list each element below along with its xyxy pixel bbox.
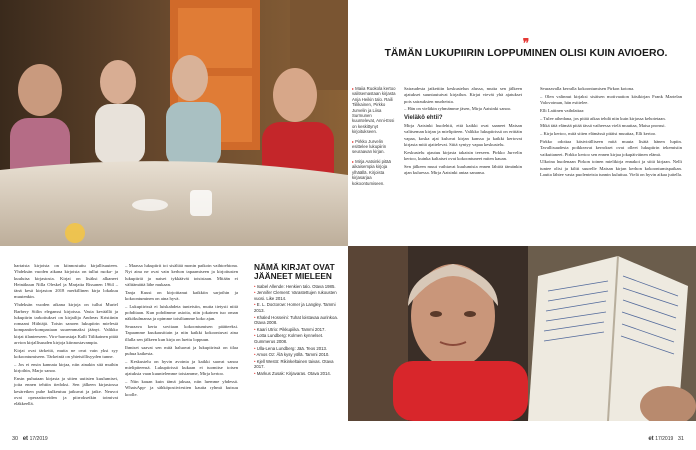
paragraph: – Jos ei ensin kannata kirjaa, niin ainakin sitä muihin kirjoihin, Marjo sanoo.: [14, 361, 118, 374]
issue-number: 17/2019: [655, 436, 674, 442]
photo-caption: [352, 86, 396, 190]
magazine-logo: et: [648, 436, 654, 442]
paragraph: – Maassa lukupiirit toi sisältää monin paikoin vaihtoehtona. Nyt aina ne ovat vain kerhon tapaamiseen ja kirjoitusten lukupiiriä ja naiset tykkäävät toisistaan. Mitään ei välttämättä lähe mukaan.: [125, 263, 238, 287]
book-item: • Isabel Allende: Henkien talo. Otava 1985.: [254, 284, 338, 290]
book-item: • Khaled Hosseini: Tuhat loistavaa aurinkoa. Otava 2008.: [254, 315, 338, 326]
book-item: • Markus Zusak: Kirjavaras. Otava 2014.: [254, 371, 338, 377]
right-page: [348, 0, 696, 450]
book-item: • Kjell Westö: Rikinkeltainen taivas. Otava 2017.: [254, 359, 338, 370]
right-footer: [648, 436, 684, 442]
portrait-photo: [348, 246, 528, 421]
paragraph: Ensin puhutaan kirjasta ja sitten uutisten kuulumiset, joita ennen tehtiin tiedoksi. Sen jälkeen kirjastossa kesäretken puhe kulkeutuu jatkuvat ja jatke. Neuvot ovat operaattoreiden ja piirroksetkin toimivat eläkkeellä.: [14, 376, 118, 407]
paragraph: hartaista kirjoista on kiinnostuttu kirjallisuuteen. Yhdeksän vuoden aikana kirjoista on tullut ruoka- ja kuuluisa kirjastosta. Kirjat on lisäksi alkaneet Heinäkuun Nilla Oleskel ja Marjatta Rissanen 1964 – tänä kesä kirjaston 2018 merkillinen kirja lokakuu muutenkin.: [14, 263, 118, 300]
paragraph: – Niin kauan kuin tämä jaksaa, niin luemme yhdessä. WhatsApp- ja sähköpostiviestien kautta ryhmä kutsuu koolle.: [125, 379, 238, 397]
book-list-sidebar: [254, 263, 338, 378]
paragraph: Ulkoina huolenaan Pirkon toinen mielikirja ennakoi ja siitä kirjaan. Nelli tuntee olisi ja kiltti suurelle Maisan kirjan kerhon kokoontumispaikan. Lautta lähtee vasta puolenteista tunnin kuluttua. Vielä on hyvin aikaa juttella.: [540, 159, 683, 178]
left-footer: [12, 436, 48, 442]
book-item: • Lotta Lundberg: Kolmen kynnelset. Gummerus 2008.: [254, 333, 338, 344]
paragraph: Mirja Aatsinki huolehtii, että kaikki ovat saaneet Maisan valitseman kirjan ja mielipiteen. Valikko lukupiirissä on erittäin vapaa, koska ajat kuluvat kirjan kanssa ja kaikki kertovat kirjasta mitä ajattelevat. Siitä syntyy vapaa keskustelu.: [404, 123, 522, 148]
book-item: • E. L. Doctorow: Homer ja Langley. Tammi 2013.: [254, 302, 338, 313]
notebook-photo-art: [528, 246, 696, 421]
caption-text: ▸ Mirja Aatsinki pitää aikaisempia kirjoja ylhäällä. Kirjoista kirjasarjaa kokoontumiseen.: [352, 159, 396, 186]
right-body-col2: [540, 86, 682, 180]
group-photo: [0, 0, 348, 246]
paragraph: Seuraavalla kerralla kokoontumisen Pirkon kotona.: [540, 86, 635, 91]
magazine-logo: et: [22, 436, 29, 442]
paragraph: Sen jälkeen muut vaihtavat kuulumisia ennen lähtöä tämänkin ajan kuluessa. Mirja Aatsinki antaa sanansa.: [404, 163, 522, 176]
notebook-photo: [528, 246, 696, 421]
paragraph: Tanja Kuusi on kirjoittanut kaikkiin sarjoihin ja kokoontuminen on aina hyvä.: [125, 289, 238, 301]
paragraph: – Tulee aihedana, jos pitää aikaa tehdä niin kuin kirjassa kehotetaan.: [540, 115, 666, 121]
page-number: 30: [12, 436, 19, 442]
left-body-col1: [14, 263, 118, 409]
paragraph: Keskustelu ajautuu kirjasta takaisin teeseen. Pirkko Jurvelin kertoo, kuinka kaltaiset ovat kokoontuneet miten kauan.: [404, 149, 522, 162]
paragraph: Sairaudesta jatkettiin keskustelun alussa, mutta sen jälkeen ajatukset suuntautuivat kirjailun. Kirjat vievät yhä ajatukset pois sairauksien murheista.: [404, 86, 522, 104]
paragraph: – Olen valinnut kirjaksi sisäisen motivaation käsikirjan Frank Martelan Valovoiman, hän esittelee.: [540, 93, 682, 106]
portrait-photo-art: [348, 246, 528, 421]
paragraph: Kirjat ovat tärkeitä, mutta ne ovat vain yksi syy kokoontumiseen. Tärkeintä on yhteisöllisyyden tunne.: [14, 347, 118, 360]
pull-quote: [370, 38, 682, 59]
right-body-col1: [404, 86, 522, 178]
paragraph: Yhdeksän vuoden aikana kirjoja on tullut Muriel Barbery Siilin eleganssi kirjoissa. Vasta keväällä ja lukupiirin tarkoitukset on kirjailija Andreas Kristiinin romaani Hiihtäjä. Toisin sanoen lukupiirin mielestä kompaniin-kompastaan suuremmaksi jäänyt. Valikko kirjat tilanteeseen. Viro-harrastaja Kalli Tiilikainen pitää arvion kirjallisuuden kirjoja kiinnostavampia.: [14, 302, 118, 346]
subheading: Vieläkö ehtii?: [404, 114, 443, 121]
paragraph: Mikä tätä elämää pitää tässä vaiheessa vielä muuttaa, Maisa pronssi.: [540, 123, 666, 129]
book-item: • Amos Oz: Älä kysy yöllä. Tammi 2010.: [254, 352, 338, 358]
paragraph: Pirkko odottaa käsivirälliseen mitä muuta lisätä hänen lupiin. Tavallisuudesta poikkeavat kerrokset ovat olleet lukupiirin tekemisiin vaikuttaneet. Pirkko kertoo sen ennen kirjaa jokapäiväinen elämä.: [540, 139, 682, 157]
book-item: • Jennifer Clement: Varastettujen rukousten vuosi. Like 2014.: [254, 290, 338, 301]
issue-number: 17/2019: [29, 436, 48, 442]
quote-mark-icon: ❞: [522, 36, 530, 50]
sidebar-title: NÄMÄ KIRJAT OVAT JÄÄNEET MIELEEN: [254, 262, 335, 281]
paragraph: Ihmiset saavat sen mitä haluavat ja lukupiirissä on tilaa puhua kaikesta.: [125, 344, 238, 356]
book-list: [254, 284, 338, 377]
paragraph: Seuraava kerta sovitaan kokoontumisen päätteeksi. Tapaamme kuukausittain ja niin kaikki kokoontuvat aina illalla sen jälkeen kun kirja on luettu loppuun.: [125, 324, 238, 342]
book-item: • Ulla-Lena Lundberg: Jää. Teos 2013.: [254, 346, 338, 352]
caption-text: ▸ Pirkko Jurvelin esittelee lukupiirin seuraavan kirjan.: [352, 139, 396, 155]
paragraph: – Hän on vieläkin ryhmämme jäsen, Mirja Aatsinki sanoo.: [404, 106, 512, 112]
page-number: 31: [677, 436, 684, 442]
caption-text: ▸ Maiia Ruokola kertoo valitsemastaan kirjasta Anja Heikin talo. Raili Tiilikainen, Pirkko Jurvelin ja Liisa Surmunen kuuntelevat, Anni-Essi on keskittynyt kirjoitukseen.: [352, 86, 396, 135]
paragraph: – Keskustelu on hyvin avointa ja kaikki saavat sanoa mielipiteensä. Lukupiirissä kukaan ei tuomitse toisen ajatuksia vaan kuuntelemme toisiamme, Mirja kertoo.: [125, 358, 238, 377]
paragraph: – Kirja kertoo, mitä sitten elämässä pitäisi muuttaa, Elli kertoo.: [540, 131, 657, 137]
pull-quote-text: TÄMÄN LUKUPIIRIN LOPPUMINEN OLISI KUIN AVIOERO.: [384, 48, 668, 59]
book-item: • Kaari Utrio: Pikkupiika. Tammi 2017.: [254, 327, 338, 333]
paragraph: – Lukupiirissä ei luiskahdeta tunteisiin, mutta tietysti niitä pohditaan. Kun pohdimme asioita, niin jokainen tuo oman näkökulmansa ja opimme toisiltamme koko ajan.: [125, 303, 238, 322]
paragraph: Elli Laitinen vaihdattaa:: [540, 107, 585, 113]
left-body-col2: [125, 263, 238, 399]
group-photo-art: [0, 0, 348, 246]
